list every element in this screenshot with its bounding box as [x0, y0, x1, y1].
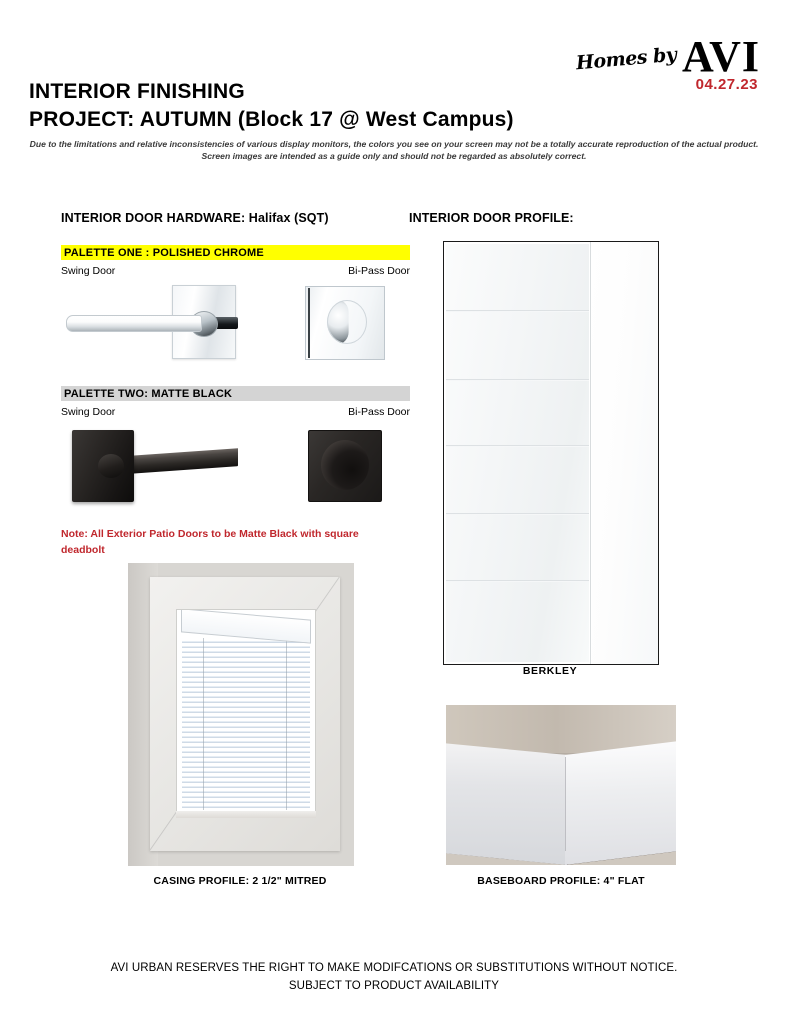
footer-line-1: AVI URBAN RESERVES THE RIGHT TO MAKE MODIFCATIONS OR SUBSTITUTIONS WITHOUT NOTICE. — [110, 962, 678, 974]
brand-logo — [570, 32, 760, 94]
door-horizontal-reveal — [446, 580, 589, 582]
chrome-bipass-plate-edge — [308, 288, 310, 358]
palette-two-swing-label: Swing Door — [61, 406, 116, 418]
baseboard-face-left — [446, 743, 567, 865]
footer-line-2: SUBJECT TO PRODUCT AVAILABILITY — [288, 979, 500, 992]
logo-wordmark — [570, 32, 760, 81]
baseboard-face-right — [565, 741, 676, 865]
logo-script-text: Homes by — [574, 44, 677, 75]
document-date: 04.27.23 — [695, 76, 758, 94]
palette-one-bipass-label: Bi-Pass Door — [348, 265, 410, 277]
casing-profile-photo — [128, 563, 354, 866]
door-profile-section-heading: INTERIOR DOOR PROFILE: — [409, 211, 574, 225]
window-sill — [176, 811, 316, 818]
chrome-bipass-recess-ring — [327, 300, 367, 344]
door-right-stile — [592, 242, 658, 664]
matte-black-bipass-pull-image — [308, 430, 382, 502]
casing-profile-caption: CASING PROFILE: 2 1/2" MITRED — [153, 875, 327, 887]
palette-one-swing-label: Swing Door — [61, 265, 116, 277]
door-horizontal-reveal — [446, 379, 589, 381]
blind-cord-right — [286, 638, 287, 810]
matte-black-lever-hub — [98, 454, 124, 478]
baseboard-profile-photo — [446, 705, 676, 865]
door-profile-image — [443, 241, 659, 665]
palette-one-banner: PALETTE ONE : POLISHED CHROME — [61, 245, 410, 260]
window-opening — [176, 609, 316, 817]
palette-two-door-types — [61, 406, 410, 418]
door-horizontal-reveal — [446, 310, 589, 312]
matte-black-swing-lever-image — [60, 424, 245, 508]
door-horizontal-reveal — [446, 445, 589, 447]
footer-disclaimer — [44, 960, 744, 996]
baseboard-outside-corner — [565, 757, 566, 851]
palette-two-bipass-label: Bi-Pass Door — [348, 406, 410, 418]
chrome-swing-lever-image — [60, 281, 240, 365]
palette-one-door-types — [61, 265, 410, 277]
logo-avi-text: AVI — [681, 32, 760, 81]
matte-black-patio-door-note: Note: All Exterior Patio Doors to be Matte Black with square deadbolt — [61, 528, 359, 556]
door-horizontal-reveal — [446, 513, 589, 515]
matte-black-bipass-finger-recess — [321, 440, 369, 490]
door-slab-face — [446, 244, 589, 662]
window-blind-slats — [182, 638, 310, 810]
color-disclaimer: Due to the limitations and relative inconsistencies of various display monitors, the colors you see on your screen may not be a totally accurate reproduction of the actual product. Screen images are intended as a guide only and should not be regarded as absolutely correct. — [29, 139, 759, 162]
project-title: PROJECT: AUTUMN (Block 17 @ West Campus) — [29, 108, 514, 131]
palette-two-banner: PALETTE TWO: MATTE BLACK — [61, 386, 410, 401]
chrome-lever-bar — [66, 315, 202, 332]
baseboard-profile-caption: BASEBOARD PROFILE: 4" FLAT — [477, 875, 645, 887]
chrome-bipass-pull-image — [305, 286, 385, 360]
door-vertical-reveal — [590, 242, 591, 664]
blind-cord-left — [203, 638, 204, 810]
door-profile-label: BERKLEY — [522, 665, 578, 677]
page-title: INTERIOR FINISHING — [29, 80, 245, 103]
hardware-section-heading: INTERIOR DOOR HARDWARE: Halifax (SQT) — [61, 211, 329, 225]
